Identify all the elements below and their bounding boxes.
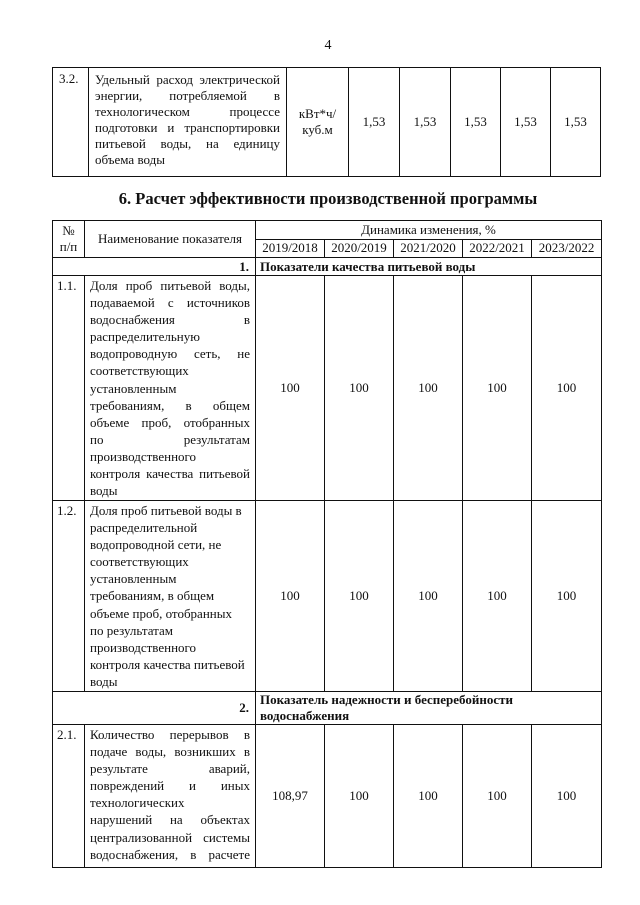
indicator-name-line: распределительную — [90, 329, 200, 345]
indicator-name — [85, 501, 256, 692]
table-row — [53, 276, 602, 501]
value-cell: 1,53 — [551, 68, 601, 177]
indicator-name-line: объема воды — [95, 152, 165, 167]
value-cell: 100 — [256, 501, 325, 692]
indicator-name-line: Доля проб питьевой воды в — [90, 503, 242, 518]
value-cell: 100 — [463, 725, 532, 868]
indicator-name-line: технологическом процессе — [95, 104, 280, 119]
table-row — [53, 68, 601, 177]
indicator-name-line: контроля качества питьевой — [90, 466, 250, 482]
unit-line: кВт*ч/ — [298, 106, 337, 121]
group-title: Показатели качества питьевой воды — [256, 258, 602, 276]
indicator-name-line: водоснабжения в — [90, 312, 250, 328]
header-dynamics: Динамика изменения, % — [256, 221, 602, 240]
value-cell: 100 — [325, 276, 394, 501]
value-cell: 100 — [394, 501, 463, 692]
header-indicator-name: Наименование показателя — [85, 221, 256, 258]
indicator-name-line: контроля качества питьевой — [90, 656, 245, 672]
value-cell: 100 — [532, 725, 602, 868]
value-cell: 1,53 — [501, 68, 551, 177]
value-cell: 100 — [532, 501, 602, 692]
header-number-line2: п/п — [59, 239, 78, 254]
indicator-name-line: воды — [90, 483, 118, 499]
indicator-name-line: производственного — [90, 448, 197, 464]
header-row — [53, 221, 602, 240]
value-cell: 100 — [463, 276, 532, 501]
indicator-name-line: подаваемой с источников — [90, 295, 250, 311]
header-year: 2023/2022 — [532, 239, 602, 258]
row-number: 2.1. — [53, 725, 85, 868]
indicator-name-line: распределительной — [90, 520, 198, 536]
indicator-name — [85, 276, 256, 501]
value-cell: 1,53 — [349, 68, 400, 177]
value-cell: 100 — [532, 276, 602, 501]
indicator-name-line: нарушений на объектах — [90, 812, 250, 828]
section-title: 6. Расчет эффективности производственной программы — [118, 189, 538, 208]
indicator-name — [85, 725, 256, 868]
indicator-name-line: централизованной системы — [90, 829, 250, 845]
row-number: 1.1. — [53, 276, 85, 501]
indicator-name-line: водопроводной сети, не — [90, 537, 222, 553]
indicator-name-line: соответствующих — [90, 554, 189, 570]
energy-consumption-table — [52, 67, 601, 177]
indicator-name-line: водопроводную сеть, не — [90, 346, 250, 362]
indicator-name-line: результате аварий, — [90, 761, 250, 777]
page-number: 4 — [324, 38, 332, 53]
indicator-name-line: Количество перерывов в — [90, 727, 250, 742]
unit-cell — [287, 68, 349, 177]
indicator-name-line: по результатам — [90, 431, 250, 447]
indicator-name-line: по результатам — [90, 622, 173, 638]
row-number: 1.2. — [53, 501, 85, 692]
unit-line: куб.м — [302, 122, 333, 137]
header-year: 2019/2018 — [256, 239, 325, 258]
indicator-name-line: требованиям, в общем — [90, 397, 250, 413]
value-cell: 108,97 — [256, 725, 325, 868]
indicator-name-line: технологических — [90, 795, 185, 811]
indicator-name-line: водоснабжения, в расчете — [90, 846, 250, 862]
table-row — [53, 725, 602, 868]
value-cell: 100 — [256, 276, 325, 501]
value-cell: 100 — [325, 725, 394, 868]
value-cell: 100 — [394, 725, 463, 868]
indicator-name-line: энергии, потребляемой в — [95, 88, 280, 103]
indicator-name-line: повреждений и иных — [90, 778, 250, 794]
value-cell: 1,53 — [400, 68, 451, 177]
indicator-name-line: требованиям, в общем — [90, 588, 215, 604]
indicator-name-line: установленным — [90, 571, 177, 587]
indicator-name — [89, 68, 287, 177]
indicator-name-line: Доля проб питьевой воды, — [90, 278, 250, 293]
value-cell: 100 — [394, 276, 463, 501]
group-row — [53, 692, 602, 725]
indicator-name-line: производственного — [90, 639, 197, 655]
value-cell: 100 — [463, 501, 532, 692]
header-year: 2020/2019 — [325, 239, 394, 258]
header-year: 2021/2020 — [394, 239, 463, 258]
header-number-line1: № — [62, 223, 75, 238]
table-row — [53, 501, 602, 692]
indicator-name-line: воды — [90, 673, 118, 689]
group-number: 1. — [53, 258, 256, 276]
indicator-name-line: питьевой воды, на единицу — [95, 136, 280, 151]
indicator-name-line: Удельный расход электрической — [95, 72, 280, 87]
indicator-name-line: объеме проб, отобранных — [90, 605, 232, 621]
indicator-name-line: подготовки и транспортировки — [95, 120, 280, 135]
header-year: 2022/2021 — [463, 239, 532, 258]
group-number: 2. — [53, 692, 256, 725]
header-number — [53, 221, 85, 258]
indicator-name-line: подаче воды, возникших в — [90, 744, 250, 760]
indicator-name-line: объеме проб, отобранных — [90, 414, 250, 430]
value-cell: 1,53 — [451, 68, 501, 177]
efficiency-table — [52, 220, 602, 868]
group-row — [53, 258, 602, 276]
value-cell: 100 — [325, 501, 394, 692]
group-title: Показатель надежности и бесперебойности водоснабжения — [256, 692, 602, 725]
indicator-name-line: установленным — [90, 380, 177, 396]
row-number: 3.2. — [53, 68, 89, 177]
indicator-name-line: соответствующих — [90, 363, 189, 379]
